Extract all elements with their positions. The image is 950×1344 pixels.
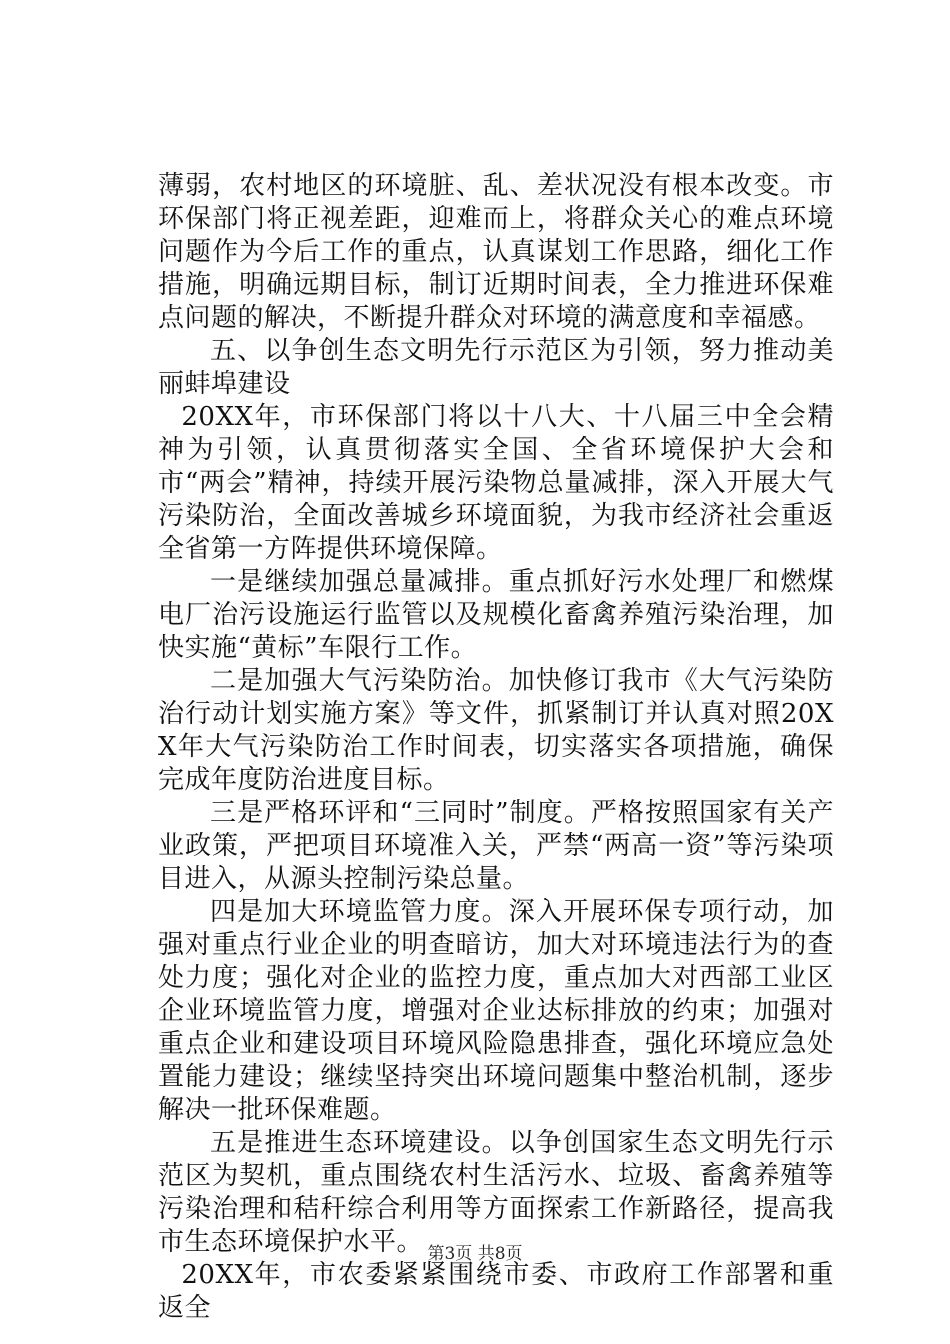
paragraph-agriculture-start: 20XX年，市农委紧紧围绕市委、市政府工作部署和重返全 — [158, 1260, 834, 1323]
paragraph-item-two: 二是加强大气污染防治。加快修订我市《大气污染防治行动计划实施方案》等文件，抓紧制订并认真对照20XX年大气污染防治工作时间表，切实落实各项措施，确保完成年度防治进度目标。 — [158, 666, 834, 795]
section-heading-five: 五、以争创生态文明先行示范区为引领，努力推动美丽蚌埠建设 — [158, 336, 834, 399]
paragraph-environment-plan: 20XX年，市环保部门将以十八大、十八届三中全会精神为引领，认真贯彻落实全国、全省环境保护大会和市“两会”精神，持续开展污染物总量减排，深入开展大气污染防治，全面改善城乡环境面貌，为我市经济社会重返全省第一方阵提供环境保障。 — [158, 402, 834, 564]
paragraph-item-five: 五是推进生态环境建设。以争创国家生态文明先行示范区为契机，重点围绕农村生活污水、垃圾、畜禽养殖等污染治理和秸秆综合利用等方面探索工作新路径，提高我市生态环境保护水平。 — [158, 1128, 834, 1257]
paragraph-item-four: 四是加大环境监管力度。深入开展环保专项行动，加强对重点行业企业的明查暗访，加大对环境违法行为的查处力度；强化对企业的监控力度，重点加大对西部工业区企业环境监管力度，增强对企业达标排放的约束；加强对重点企业和建设项目环境风险隐患排查，强化环境应急处置能力建设；继续坚持突出环境问题集中整治机制，逐步解决一批环保难题。 — [158, 897, 834, 1125]
paragraph-continuation: 薄弱，农村地区的环境脏、乱、差状况没有根本改变。市环保部门将正视差距，迎难而上，将群众关心的难点环境问题作为今后工作的重点，认真谋划工作思路，细化工作措施，明确远期目标，制订近期时间表，全力推进环保难点问题的解决，不断提升群众对环境的满意度和幸福感。 — [158, 171, 834, 333]
document-body — [158, 170, 834, 1325]
paragraph-item-three: 三是严格环评和“三同时”制度。严格按照国家有关产业政策，严把项目环境准入关，严禁“两高一资”等污染项目进入，从源头控制污染总量。 — [158, 798, 834, 894]
page-number-footer: 第3页 共8页 — [427, 1244, 523, 1264]
paragraph-item-one: 一是继续加强总量减排。重点抓好污水处理厂和燃煤电厂治污设施运行监管以及规模化畜禽养殖污染治理，加快实施“黄标”车限行工作。 — [158, 567, 834, 663]
